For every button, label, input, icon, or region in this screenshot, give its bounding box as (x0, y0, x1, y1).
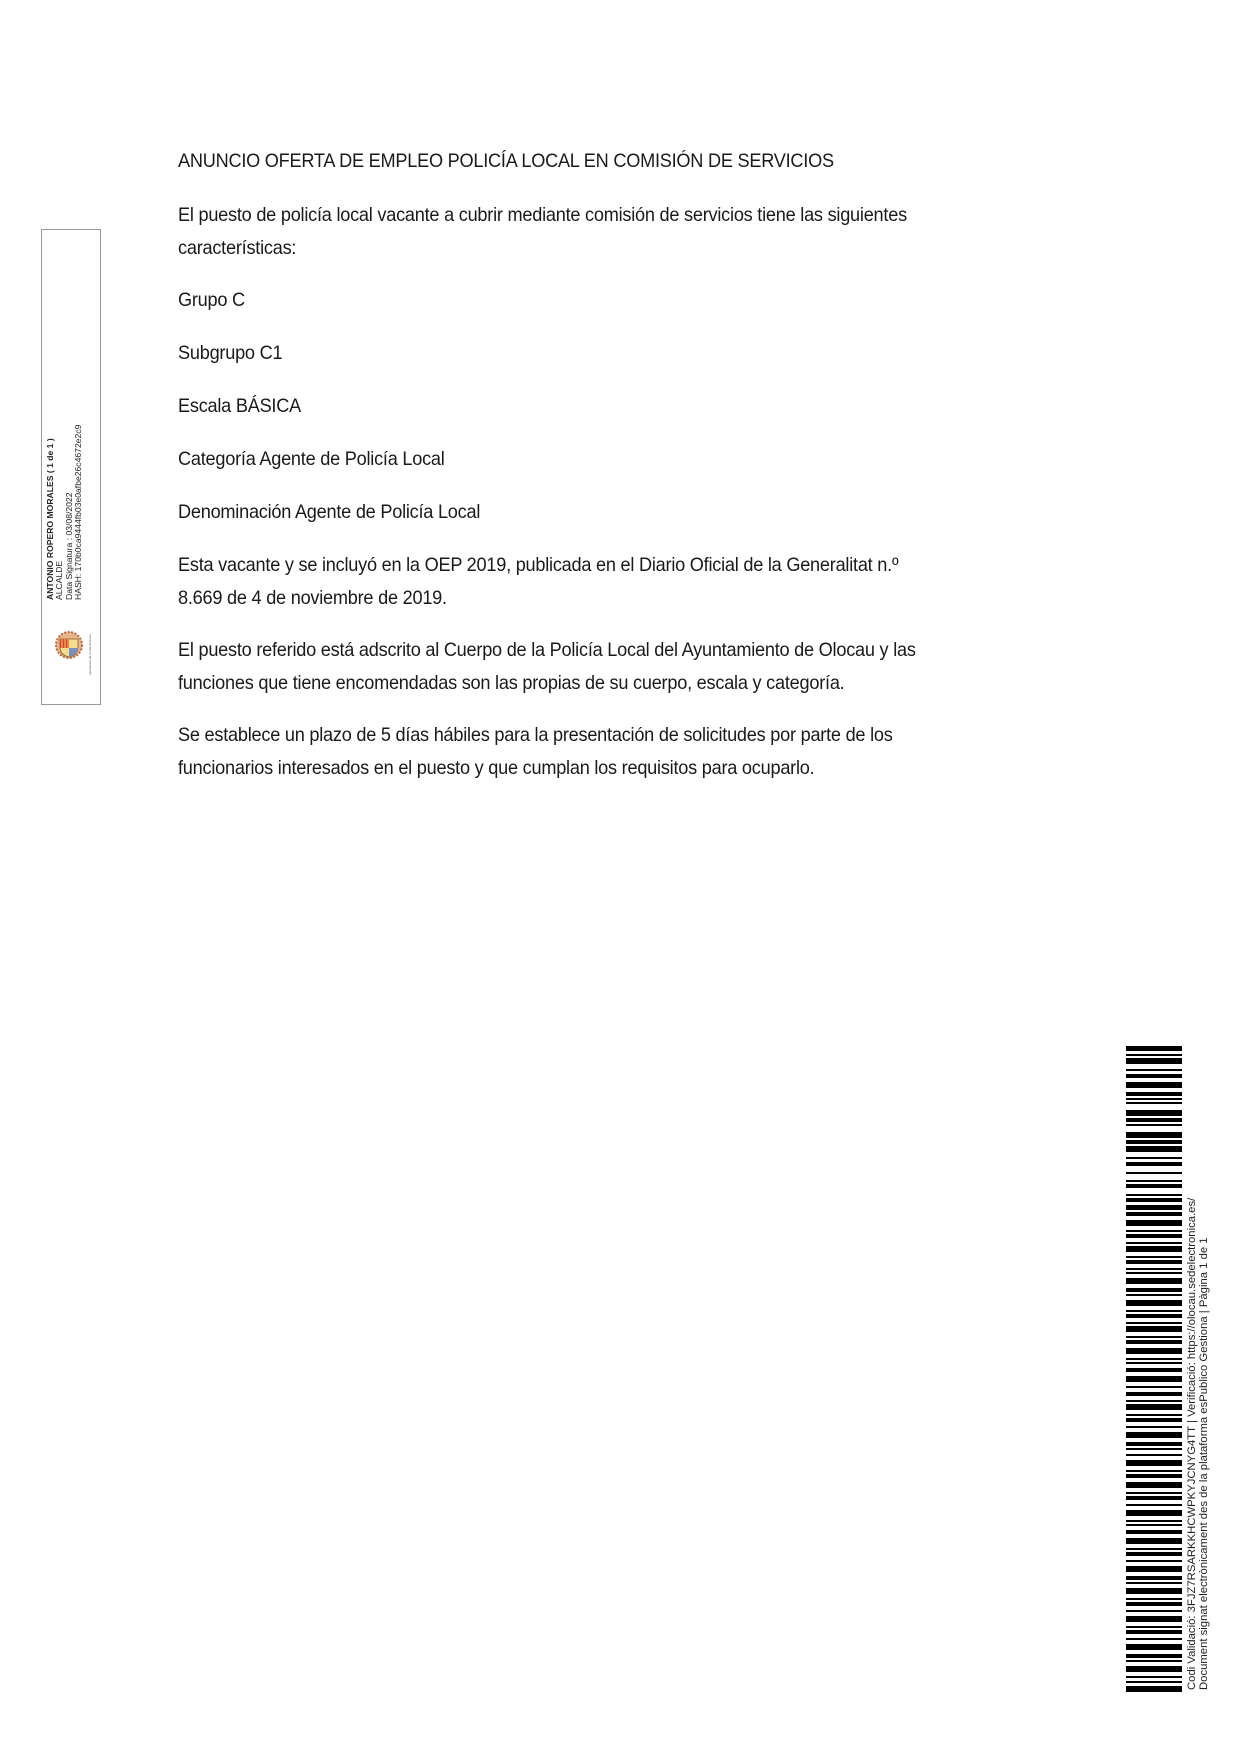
signature-details (46, 425, 84, 600)
characteristic-subgrupo: Subgrupo C1 (178, 342, 283, 364)
signature-hash: HASH: 170b0ca9444fb03e0afbe26c4672e2c9 (73, 424, 84, 600)
signature-date: Data Signatura : 03/08/2022 (63, 492, 74, 600)
intro-line-2: características: (178, 237, 297, 259)
paragraph-adscrito-line-1: El puesto referido está adscrito al Cuerpo de la Policía Local del Ayuntamiento de Olocau y las (178, 639, 916, 661)
paragraph-adscrito-line-2: funciones que tiene encomendadas son las propias de su cuerpo, escala y categoría. (178, 672, 845, 694)
characteristic-grupo: Grupo C (178, 289, 245, 311)
validation-code: Codi Validació: 3FJZ7RSARKKHCWPKYJCNYG4TT | Verificació: https://olocau.sedelectronica.es/ (1186, 1197, 1198, 1690)
municipal-coat-of-arms-icon (52, 628, 86, 662)
validation-platform: Document signat electrònicament des de la plataforma esPublico Gestiona | Pàgina 1 de 1 (1198, 1237, 1211, 1690)
intro-line-1: El puesto de policía local vacante a cubrir mediante comisión de servicios tiene las siguientes (178, 204, 907, 226)
seal-caption: Ajuntament de la Vila d'Olocau (88, 634, 92, 675)
characteristic-categoria: Categoría Agente de Policía Local (178, 448, 445, 470)
validation-text (1186, 1198, 1211, 1690)
characteristic-denominacion: Denominación Agente de Policía Local (178, 501, 481, 523)
paragraph-plazo-line-1: Se establece un plazo de 5 días hábiles para la presentación de solicitudes por parte de los (178, 724, 893, 746)
paragraph-plazo-line-2: funcionarios interesados en el puesto y que cumplan los requisitos para ocuparlo. (178, 757, 815, 779)
signer-name: ANTONIO ROPERO MORALES ( 1 de 1 ) (45, 438, 55, 600)
signer-role: ALCALDE (54, 560, 65, 600)
characteristic-escala: Escala BÁSICA (178, 395, 301, 417)
paragraph-oep-line-1: Esta vacante y se incluyó en la OEP 2019, publicada en el Diario Oficial de la Generalitat n.º (178, 554, 899, 576)
paragraph-oep-line-2: 8.669 de 4 de noviembre de 2019. (178, 587, 447, 609)
barcode-icon (1126, 1046, 1182, 1694)
document-title: ANUNCIO OFERTA DE EMPLEO POLICÍA LOCAL EN COMISIÓN DE SERVICIOS (178, 150, 834, 172)
